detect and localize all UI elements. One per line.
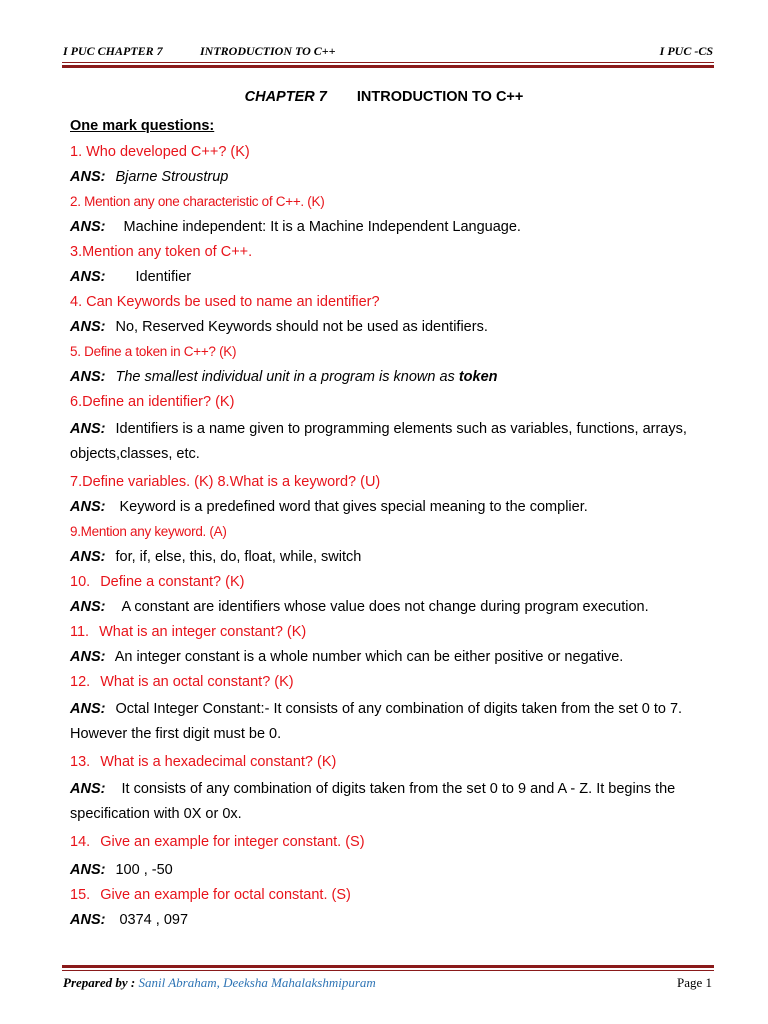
answer-text: 100 , -50: [115, 862, 173, 878]
answer-label: ANS:: [70, 781, 106, 797]
answer-text: Identifiers is a name given to programming elements such as variables, functions, arrays, objects,classes, etc.: [70, 421, 687, 462]
question-number: 14.: [70, 834, 91, 850]
answer-4: [70, 317, 720, 337]
answer-2: [70, 217, 720, 237]
answer-3: [70, 267, 720, 287]
answer-9: [70, 547, 720, 567]
footer-rule-thin: [62, 970, 714, 971]
question-text: Define a constant? (K): [100, 574, 245, 590]
question-number: 12.: [70, 674, 91, 690]
answer-bold-term: token: [458, 369, 498, 385]
answer-text: 0374 , 097: [119, 912, 189, 928]
question-text: Define a token in C++? (K): [84, 344, 237, 359]
answer-text: Machine independent: It is a Machine Independent Language.: [123, 219, 521, 235]
answer-5: [70, 367, 720, 387]
question-number: 11.: [70, 624, 90, 640]
answer-10: [70, 597, 720, 617]
answer-text: It consists of any combination of digits taken from the set 0 to 9 and A - Z. It begins the specification with 0X or 0x.: [70, 781, 676, 822]
question-2: [70, 192, 720, 212]
answer-6: [70, 417, 720, 467]
answer-text: Keyword is a predefined word that gives special meaning to the complier.: [119, 499, 588, 515]
question-13: [70, 752, 720, 772]
question-number: 15.: [70, 887, 91, 903]
answer-12: [70, 697, 720, 747]
question-text: 6.Define an identifier? (K): [70, 394, 235, 410]
section-heading: One mark questions:: [70, 118, 215, 134]
footer-credits: [63, 975, 376, 991]
answer-label: ANS:: [70, 269, 106, 285]
answer-label: ANS:: [70, 862, 106, 878]
question-14: [70, 832, 720, 852]
answer-13: [70, 777, 720, 827]
question-9: [70, 522, 720, 542]
answer-label: ANS:: [70, 369, 106, 385]
answer-label: ANS:: [70, 701, 106, 717]
question-5: [70, 342, 720, 362]
answer-text: Octal Integer Constant:- It consists of any combination of digits taken from the set 0 to 7. However the first digit must be 0.: [70, 701, 683, 742]
question-10: [70, 572, 720, 592]
answer-label: ANS:: [70, 421, 106, 437]
question-number: 13.: [70, 754, 91, 770]
header-left: I PUC CHAPTER 7: [63, 44, 163, 58]
answer-text: for, if, else, this, do, float, while, switch: [115, 549, 362, 565]
answer-text: A constant are identifiers whose value does not change during program execution.: [121, 599, 649, 615]
question-text: Can Keywords be used to name an identifier?: [86, 294, 380, 310]
prepared-by-label: Prepared by :: [63, 975, 136, 990]
header-right: I PUC -CS: [659, 44, 713, 58]
question-number: 1.: [70, 144, 83, 160]
question-number: 4.: [70, 294, 83, 310]
answer-14: [70, 860, 720, 880]
header-middle: INTRODUCTION TO C++: [200, 44, 336, 58]
question-6: [70, 392, 720, 412]
page-title: [0, 89, 768, 105]
question-number: 5.: [70, 344, 81, 359]
answer-label: ANS:: [70, 169, 106, 185]
question-number: 2.: [70, 194, 81, 209]
header-rule-thick: [62, 65, 714, 68]
question-text: What is an octal constant? (K): [100, 674, 294, 690]
question-4: [70, 292, 720, 312]
questions-list: [70, 116, 720, 935]
answer-label: ANS:: [70, 912, 106, 928]
header-rule-thin: [62, 62, 714, 63]
question-12: [70, 672, 720, 692]
question-text: 3.Mention any token of C++.: [70, 244, 253, 260]
question-number: 10.: [70, 574, 91, 590]
answer-text: An integer constant is a whole number which can be either positive or negative.: [114, 649, 624, 665]
chapter-number: CHAPTER 7: [244, 89, 327, 105]
footer-rule-thick: [62, 965, 714, 968]
question-text: What is a hexadecimal constant? (K): [100, 754, 337, 770]
question-text: What is an integer constant? (K): [99, 624, 307, 640]
answer-15: [70, 910, 720, 930]
question-7: [70, 472, 720, 492]
answer-label: ANS:: [70, 219, 106, 235]
question-1: [70, 142, 720, 162]
answer-7: [70, 497, 720, 517]
page-number: Page 1: [676, 975, 712, 990]
chapter-title: INTRODUCTION TO C++: [356, 89, 524, 105]
answer-text: No, Reserved Keywords should not be used as identifiers.: [115, 319, 488, 335]
question-text: Mention any one characteristic of C++. (K): [84, 194, 325, 209]
answer-text: The smallest individual unit in a program is known as: [115, 369, 455, 385]
question-text: 9.Mention any keyword. (A): [70, 524, 227, 539]
answer-label: ANS:: [70, 649, 106, 665]
question-text: Give an example for integer constant. (S): [100, 834, 365, 850]
question-text: Give an example for octal constant. (S): [100, 887, 351, 903]
answer-11: [70, 647, 720, 667]
question-3: [70, 242, 720, 262]
answer-label: ANS:: [70, 549, 106, 565]
question-text: 7.Define variables. (K) 8.What is a keyword? (U): [70, 474, 381, 490]
answer-label: ANS:: [70, 319, 106, 335]
answer-text: Bjarne Stroustrup: [115, 169, 229, 185]
question-text: Who developed C++? (K): [86, 144, 250, 160]
answer-1: [70, 167, 720, 187]
answer-label: ANS:: [70, 499, 106, 515]
question-15: [70, 885, 720, 905]
author-names: Sanil Abraham, Deeksha Mahalakshmipuram: [138, 975, 376, 990]
answer-label: ANS:: [70, 599, 106, 615]
answer-text: Identifier: [135, 269, 192, 285]
question-11: [70, 622, 720, 642]
